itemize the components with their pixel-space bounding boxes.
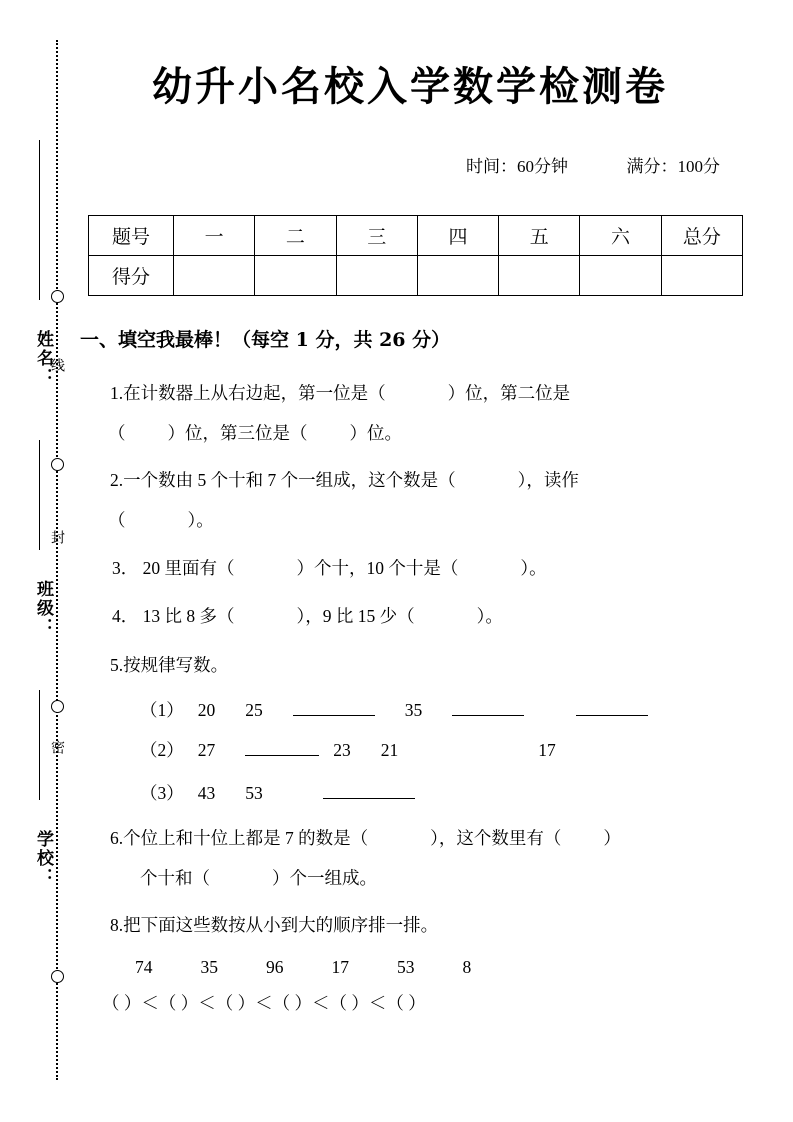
q4-text-b: ），9 比 15 少（ — [296, 606, 415, 626]
score-head-7: 总分 — [661, 216, 742, 256]
name-write-line — [39, 140, 40, 300]
q8-num-1: 74 — [135, 957, 153, 977]
score-table — [88, 215, 743, 296]
q8-num-4: 17 — [331, 957, 349, 977]
seal-char-mi: 密 — [49, 740, 64, 755]
q5-r2-c1: 27 — [197, 740, 216, 760]
score-cell-2[interactable] — [255, 256, 336, 296]
q5-r1-blank3[interactable] — [576, 698, 648, 716]
seal-char-feng: 封 — [49, 530, 64, 545]
q8-num-2: 35 — [200, 957, 218, 977]
table-row — [89, 256, 743, 296]
q6-text-c: ） — [603, 828, 621, 848]
score-cell-5[interactable] — [499, 256, 580, 296]
q8-num-6: 8 — [462, 957, 472, 977]
question-5-row-3 — [140, 778, 415, 808]
seal-char-line: 线 — [49, 358, 64, 373]
section-1-title: 一、填空我最棒！（每空 1 分，共 26 分） — [80, 329, 451, 351]
sidebar-label-school: 学校： — [34, 830, 53, 887]
q6-text-e: ）个一组成。 — [272, 868, 377, 888]
question-8-answer-line[interactable]: （ ）＜（ ）＜（ ）＜（ ）＜（ ）＜（ ） — [102, 993, 426, 1013]
q4-text-a: 4． 13 比 8 多（ — [112, 606, 235, 626]
question-2-line-1 — [110, 465, 579, 495]
q1-text-e: ）位。 — [349, 423, 402, 443]
question-8-numbers — [135, 952, 471, 982]
page-title: 幼升小名校入学数学检测卷 — [152, 63, 668, 110]
question-5-title: 5.按规律写数。 — [110, 655, 229, 675]
q5-r3-c1: 43 — [197, 783, 216, 803]
q2-text-a: 2.一个数由 5 个十和 7 个一组成，这个数是（ — [110, 470, 456, 490]
q5-r1-blank2[interactable] — [452, 698, 524, 716]
q6-text-d: 个十和（ — [140, 868, 210, 888]
q2-text-b: ），读作 — [517, 470, 579, 490]
score-cell-7[interactable] — [661, 256, 742, 296]
q5-r3-blank1[interactable] — [323, 781, 415, 799]
exam-meta — [80, 152, 720, 177]
question-5-row-2 — [140, 735, 556, 765]
q5-r2-c3: 23 — [333, 740, 351, 760]
q2-text-d: ）。 — [187, 510, 214, 530]
q3-text-c: ）。 — [520, 558, 547, 578]
question-6-line-1 — [110, 823, 621, 853]
dotted-fold-line — [56, 40, 58, 1080]
q5-r1-label: （1） — [140, 700, 184, 720]
q5-r2-c6: 17 — [538, 740, 556, 760]
question-6-line-2 — [140, 863, 377, 893]
score-head-3: 三 — [336, 216, 417, 256]
q3-text-a: 3． 20 里面有（ — [112, 558, 235, 578]
q8-num-3: 96 — [266, 957, 284, 977]
q1-text-c: （ — [108, 423, 126, 443]
sidebar-label-class: 班级： — [34, 580, 53, 637]
score-head-4: 四 — [417, 216, 498, 256]
score-cell-3[interactable] — [336, 256, 417, 296]
q5-r1-c4: 35 — [404, 700, 423, 720]
score-cell-4[interactable] — [417, 256, 498, 296]
class-write-line — [39, 440, 40, 550]
q5-r1-c2: 25 — [245, 700, 263, 720]
q1-text-d: ）位，第三位是（ — [167, 423, 308, 443]
question-4 — [112, 601, 503, 631]
q4-text-c: ）。 — [476, 606, 503, 626]
q8-num-5: 53 — [397, 957, 415, 977]
question-8-title: 8.把下面这些数按从小到大的顺序排一排。 — [110, 915, 439, 935]
q6-text-b: ），这个数里有（ — [430, 828, 562, 848]
score-head-5: 五 — [499, 216, 580, 256]
score-head-2: 二 — [255, 216, 336, 256]
q5-r2-label: （2） — [140, 740, 184, 760]
fold-circle-icon-4 — [51, 970, 64, 983]
q5-r2-blank1[interactable] — [245, 738, 319, 756]
sidebar-label-name: 姓名： — [34, 330, 53, 387]
full-score-label: 满分：100分 — [626, 157, 720, 176]
score-cell-1[interactable] — [174, 256, 255, 296]
score-head-1: 一 — [174, 216, 255, 256]
question-1-line-1 — [110, 378, 570, 408]
q5-r1-c1: 20 — [197, 700, 216, 720]
q5-r3-c2: 53 — [245, 783, 263, 803]
score-cell-6[interactable] — [580, 256, 661, 296]
question-1-line-2 — [108, 418, 402, 448]
score-cell-0: 得分 — [89, 256, 174, 296]
fold-circle-icon-1 — [51, 290, 64, 303]
time-label: 时间：60分钟 — [466, 157, 568, 176]
score-head-0: 题号 — [89, 216, 174, 256]
q6-text-a: 6.个位上和十位上都是 7 的数是（ — [110, 828, 369, 848]
q2-text-c: （ — [108, 510, 126, 530]
exam-sheet — [80, 0, 780, 1122]
q3-text-b: ）个十，10 个十是（ — [296, 558, 459, 578]
q5-r2-c4: 21 — [380, 740, 399, 760]
table-row — [89, 216, 743, 256]
q1-text-b: ）位，第二位是 — [447, 383, 571, 403]
q1-text-a: 1.在计数器上从右边起，第一位是（ — [110, 383, 386, 403]
score-head-6: 六 — [580, 216, 661, 256]
q5-r1-blank1[interactable] — [293, 698, 375, 716]
fold-circle-icon-2 — [51, 458, 64, 471]
q5-r3-label: （3） — [140, 783, 184, 803]
fold-circle-icon-3 — [51, 700, 64, 713]
question-2-line-2 — [108, 505, 214, 535]
school-write-line — [39, 690, 40, 800]
question-3 — [112, 553, 547, 583]
question-5-row-1 — [140, 695, 648, 725]
